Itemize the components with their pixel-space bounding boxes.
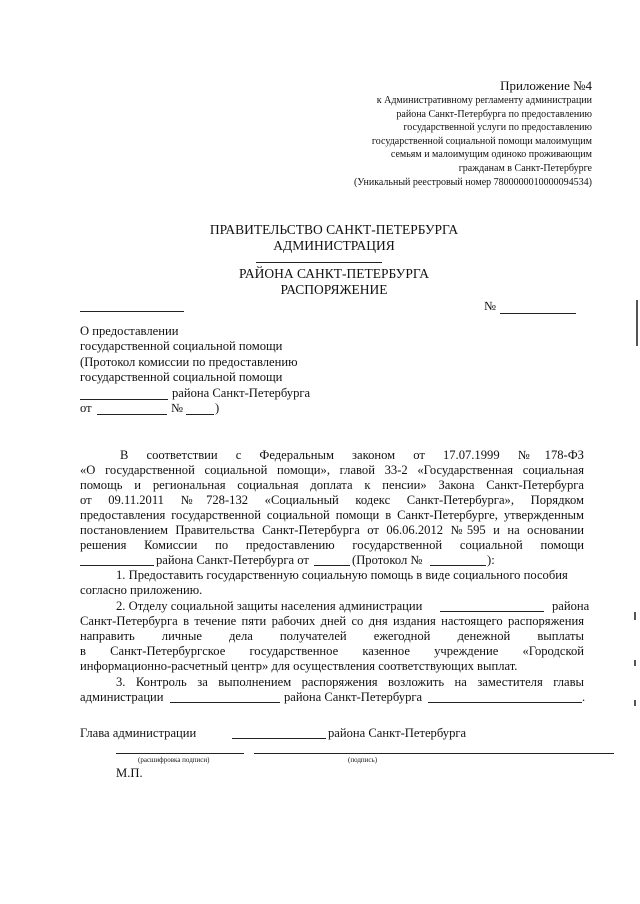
item2-line: 2. Отделу социальной защиты населения администрации	[116, 599, 423, 613]
appendix-block	[354, 78, 592, 189]
government-title: ПРАВИТЕЛЬСТВО САНКТ-ПЕТЕРБУРГА	[209, 222, 459, 237]
appendix-line: к Административному регламенту администрации	[376, 95, 592, 106]
order-title: РАСПОРЯЖЕНИЕ	[280, 282, 388, 297]
appendix-title: Приложение №4	[500, 78, 592, 93]
body-line: В соответствии с Федеральным законом от 17.07.1999 №178-ФЗ	[120, 448, 584, 462]
subject-close: )	[215, 401, 220, 415]
item2-line: Санкт-Петербурга в течение пяти рабочих дней со дня издания настоящего распоряжения	[80, 614, 584, 628]
body-protocol-end: ):	[487, 553, 495, 567]
subject-no-label: №	[171, 401, 184, 415]
body-protocol-blank	[430, 565, 486, 566]
scan-edge-mark	[634, 612, 636, 620]
item3-deputy-blank	[428, 702, 582, 703]
signature-caption: (подпись)	[348, 756, 378, 764]
administration-title: АДМИНИСТРАЦИЯ	[273, 238, 395, 253]
subject-line: государственной социальной помощи	[80, 370, 283, 385]
item2-block	[80, 614, 584, 674]
subject-no-blank	[186, 414, 214, 415]
body-line: решения Комиссии по предоставлению государственной социальной помощи	[80, 538, 584, 552]
item3-admin-label: администрации	[80, 690, 164, 704]
appendix-line: семьям и малоимущим одиноко проживающим	[390, 149, 592, 161]
signature-line	[254, 753, 614, 754]
body-district-blank	[80, 565, 154, 566]
subject-line: государственной социальной помощи	[80, 339, 283, 354]
subject-line: (Протокол комиссии по предоставлению	[80, 354, 298, 369]
number-blank	[500, 313, 576, 314]
item2-line: информационно-расчетный центр» для осуществления соответствующих выплат.	[80, 659, 518, 673]
item2-admin-blank	[440, 611, 544, 612]
district-title: РАЙОНА САНКТ-ПЕТЕРБУРГА	[239, 266, 429, 281]
decoding-line	[116, 753, 244, 754]
date-blank	[80, 311, 184, 312]
appendix-line: государственной услуги по предоставлению	[403, 122, 592, 134]
body-line: предоставления государственной социальной помощи в Санкт-Петербурге, утвержденным	[80, 508, 584, 522]
head-district-label: района Санкт-Петербурга	[328, 726, 467, 740]
document-header-order	[0, 266, 640, 298]
scan-edge-mark	[634, 700, 636, 706]
decoding-caption: (расшифровка подписи)	[138, 756, 210, 764]
item3-district-label: района Санкт-Петербурга	[284, 690, 423, 704]
body-date-blank	[314, 565, 350, 566]
body-paragraph	[80, 448, 584, 553]
body-line: «О государственной социальной помощи», главой 33-2 «Государственная социальная	[80, 463, 584, 477]
subject-line: района Санкт-Петербурга	[172, 386, 311, 400]
subject-from-label: от	[80, 401, 92, 415]
number-label: №	[484, 299, 497, 313]
subject-line: О предоставлении	[80, 324, 179, 338]
item2-line: района	[552, 599, 590, 613]
head-label: Глава администрации	[80, 726, 197, 740]
subject-date-blank	[97, 414, 167, 415]
scan-edge-mark	[636, 300, 638, 346]
item2-line: направить личные дела получателей ежегодной денежной выплаты	[80, 629, 584, 643]
body-line: постановлением Правительства Санкт-Петербурга от 06.06.2012 №595 и на основании	[80, 523, 584, 537]
item2-line: в Санкт-Петербургское государственное казенное учреждение «Городской	[80, 644, 584, 658]
body-protocol-label: (Протокол №	[352, 553, 423, 567]
document-header	[0, 222, 640, 254]
item3-admin-blank	[170, 702, 280, 703]
appendix-line: (Уникальный реестровый номер 7800000010000094534)	[353, 176, 592, 188]
subject-district-blank	[80, 399, 168, 400]
body-district-label: района Санкт-Петербурга от	[156, 553, 309, 567]
body-line: помощь и региональная социальная доплата к пенсии» Закона Санкт-Петербурга	[80, 478, 584, 492]
body-line: от 09.11.2011 №728-132 «Социальный кодекс Санкт-Петербурга», Порядком	[80, 493, 584, 507]
subject-block	[80, 324, 298, 386]
appendix-line: гражданам в Санкт-Петербурге	[458, 162, 592, 174]
appendix-line: района Санкт-Петербурга по предоставлению	[396, 108, 592, 120]
item1-line: согласно приложению.	[80, 583, 203, 597]
scan-edge-mark	[634, 660, 636, 666]
item3-end: .	[582, 690, 586, 704]
item3-line: 3. Контроль за выполнением распоряжения возложить на заместителя главы	[116, 675, 584, 689]
seal-label: М.П.	[116, 766, 143, 780]
district-blank	[256, 262, 382, 263]
item1-line: 1. Предоставить государственную социальную помощь в виде социального пособия	[116, 568, 568, 582]
appendix-line: государственной социальной помощи малоимущим	[371, 135, 592, 147]
head-district-blank	[232, 738, 326, 739]
item3-block	[116, 675, 584, 690]
